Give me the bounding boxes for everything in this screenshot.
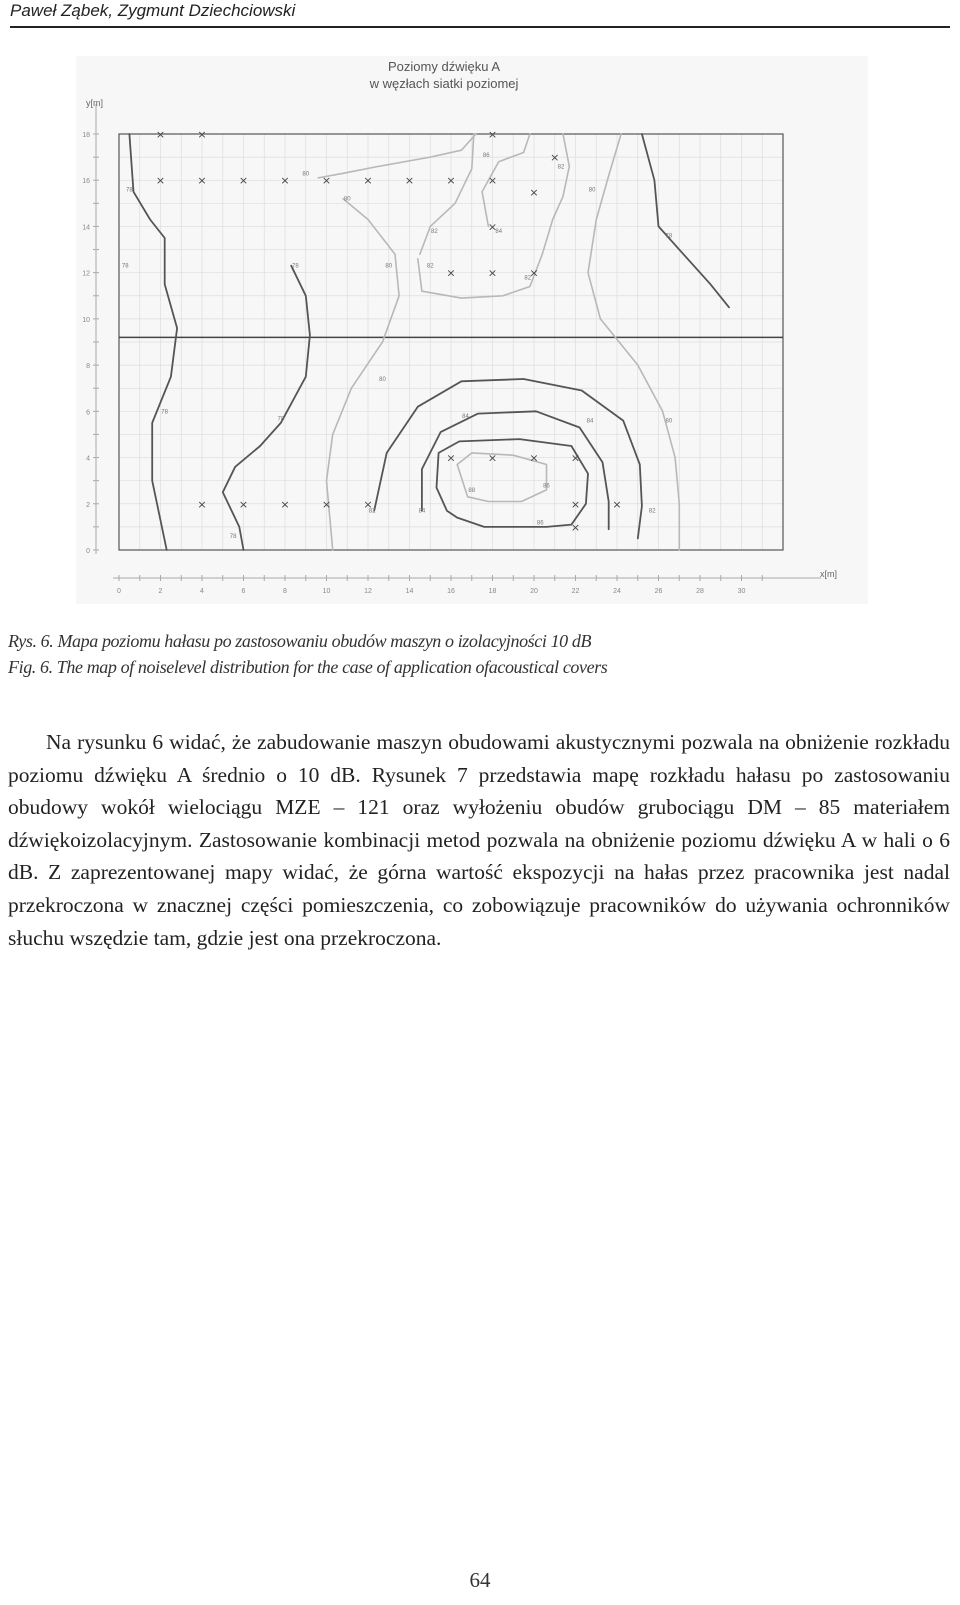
contour-figure (76, 56, 868, 604)
measurement-point-marker: × (238, 497, 249, 511)
caption-english: Fig. 6. The map of noiselevel distribution for the case of application ofacoustical covers (8, 657, 608, 677)
measurement-point-marker: × (612, 497, 622, 511)
x-tick-label: 22 (571, 588, 580, 595)
measurement-point-marker: × (197, 174, 207, 188)
x-tick-label: 30 (737, 588, 746, 595)
contour-value-label: 78 (126, 187, 133, 194)
measurement-point-marker: × (404, 174, 415, 188)
contour-value-label: 84 (586, 418, 594, 425)
figure-captions (8, 628, 948, 680)
header-authors: Paweł Ząbek, Zygmunt Dziechciowski (10, 1, 296, 20)
measurement-point-marker: × (487, 451, 498, 465)
x-tick-label: 26 (654, 588, 663, 595)
measurement-point-marker: × (197, 497, 207, 511)
measurement-point-marker: × (570, 497, 581, 511)
x-tick-label: 14 (405, 588, 414, 595)
contour-chart (76, 56, 868, 604)
y-tick-label: 10 (82, 316, 90, 324)
y-tick-label: 6 (86, 409, 90, 417)
x-axis-label: x[m] (820, 569, 837, 579)
y-tick-label: 14 (82, 224, 90, 232)
measurement-point-marker: × (570, 520, 581, 534)
measurement-point-marker: × (487, 174, 498, 188)
y-tick-label: 4 (86, 455, 90, 463)
contour-value-label: 80 (379, 376, 386, 383)
measurement-point-marker: × (238, 174, 249, 188)
contour-value-label: 84 (495, 229, 503, 236)
contour-value-label: 78 (292, 263, 299, 270)
contour-value-label: 80 (302, 171, 310, 178)
measurement-point-marker: × (321, 174, 332, 188)
measurement-point-marker: × (363, 497, 373, 511)
contour-value-label: 82 (368, 508, 376, 515)
measurement-point-marker: × (529, 185, 539, 199)
measurement-point-marker: × (529, 451, 539, 465)
measurement-point-marker: × (529, 266, 539, 280)
measurement-point-marker: × (446, 451, 456, 465)
contour-value-label: 80 (588, 187, 596, 194)
measurement-point-marker: × (487, 220, 498, 234)
contour-value-label: 80 (665, 418, 673, 425)
x-tick-label: 28 (696, 588, 704, 595)
x-tick-label: 4 (200, 588, 204, 595)
measurement-point-marker: × (446, 174, 456, 188)
x-tick-label: 16 (447, 588, 455, 595)
x-tick-label: 10 (322, 588, 331, 595)
contour-value-label: 78 (161, 409, 168, 416)
running-header (10, 0, 950, 28)
figure-title-line1: Poziomy dźwięku A (388, 59, 500, 74)
contour-value-label: 86 (482, 152, 490, 159)
contour-value-label: 78 (121, 263, 129, 270)
body-text (8, 726, 950, 954)
measurement-point-marker: × (155, 128, 166, 141)
measurement-point-marker: × (570, 451, 581, 465)
contour-value-label: 84 (418, 508, 426, 515)
measurement-point-marker: × (197, 128, 207, 141)
contour-value-label: 88 (468, 487, 476, 494)
figure-title-line2: w węzłach siatki poziomej (369, 76, 519, 91)
contour-value-label: 78 (277, 416, 285, 423)
y-tick-label: 8 (86, 363, 90, 371)
caption-polish: Rys. 6. Mapa poziomu hałasu po zastosowaniu obudów maszyn o izolacyjności 10 dB (8, 631, 592, 651)
measurement-point-marker: × (280, 174, 290, 188)
y-tick-label: 2 (86, 501, 90, 509)
paragraph: Na rysunku 6 widać, że zabudowanie maszyn obudowami akustycznymi pozwala na obniżenie rozkładu poziomu dźwięku A średnio o 10 dB. Rysunek 7 przedstawia mapę rozkładu hałasu po zastosowaniu obudowy wokół wielociągu MZE – 121 oraz wyłożeniu obudów grubociągu DM – 85 materiałem dźwiękoizolacyjnym. Zastosowanie kombinacji metod pozwala na obniżenie poziomu dźwięku A w hali o 6 dB. Z zaprezentowanej mapy widać, że górna wartość ekspozycji na hałas przez pracownika jest nadal przekroczona w znacznej części pomieszczenia, co zobowiązuje pracowników do używania ochronników słuchu wszędzie tam, gdzie jest ona przekroczona. (8, 730, 950, 950)
measurement-point-marker: × (155, 174, 166, 188)
contour-value-label: 82 (426, 263, 434, 270)
measurement-point-marker: × (550, 151, 560, 165)
contour-value-label: 86 (536, 520, 544, 527)
x-tick-label: 12 (364, 588, 372, 595)
x-tick-label: 24 (613, 588, 621, 595)
x-tick-label: 20 (530, 588, 538, 595)
x-tick-label: 2 (158, 588, 163, 595)
y-axis-label: y[m] (86, 98, 103, 108)
measurement-point-marker: × (321, 497, 332, 511)
measurement-point-marker: × (446, 266, 456, 280)
contour-value-label: 80 (343, 196, 351, 203)
y-tick-label: 16 (82, 178, 90, 186)
x-tick-label: 18 (488, 588, 497, 595)
x-tick-label: 6 (241, 588, 246, 595)
contour-value-label: 82 (648, 508, 656, 515)
y-tick-label: 12 (82, 270, 90, 278)
contour-value-label: 82 (431, 229, 438, 236)
contour-value-label: 78 (665, 233, 673, 240)
measurement-point-marker: × (280, 497, 290, 511)
measurement-point-marker: × (487, 266, 498, 280)
contour-value-label: 84 (462, 413, 469, 420)
contour-value-label: 86 (543, 483, 550, 490)
page-number: 64 (469, 1568, 491, 1592)
x-tick-label: 8 (283, 588, 287, 595)
measurement-point-marker: × (487, 128, 498, 141)
measurement-point-marker: × (363, 174, 373, 188)
contour-value-label: 82 (524, 275, 532, 282)
contour-value-label: 80 (385, 263, 393, 270)
y-tick-label: 0 (86, 548, 90, 555)
y-tick-label: 18 (82, 132, 90, 139)
contour-value-label: 78 (229, 534, 237, 541)
contour-value-label: 82 (557, 164, 565, 171)
x-tick-label: 0 (117, 588, 121, 595)
